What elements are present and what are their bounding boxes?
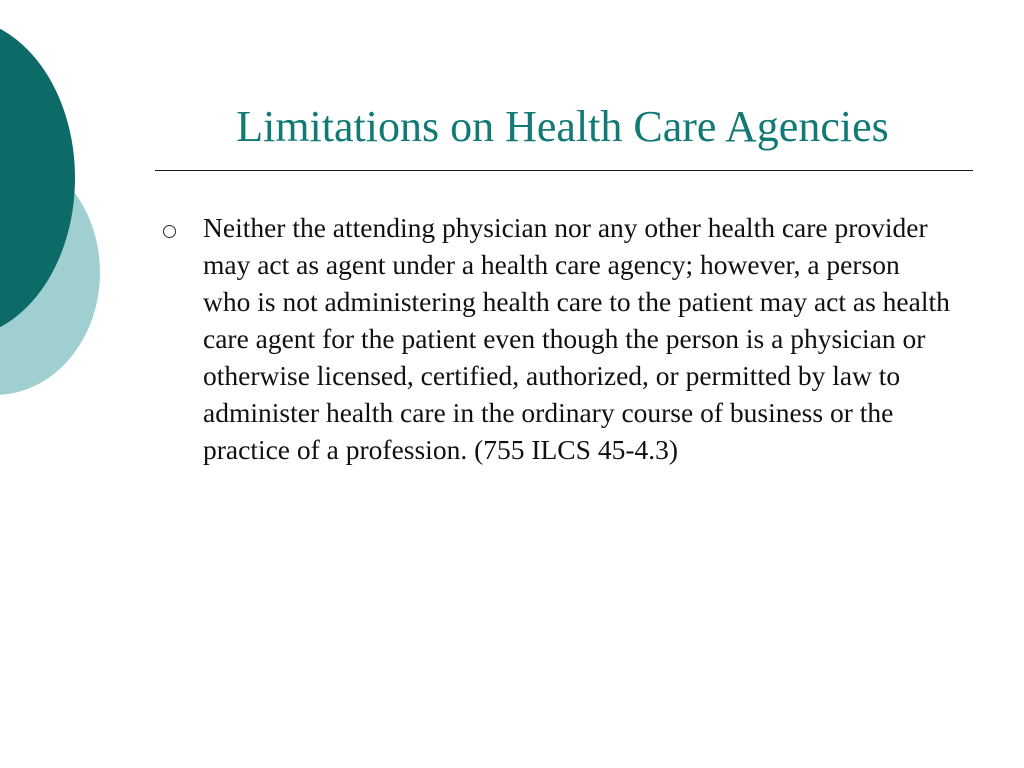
hollow-circle-bullet-icon <box>163 225 176 238</box>
slide-title: Limitations on Health Care Agencies <box>236 102 889 151</box>
title-divider <box>155 170 973 171</box>
bullet-item <box>160 209 950 468</box>
bullet-text: Neither the attending physician nor any other health care provider may act as agent under a health care agency; however, a person who is not administering health care to the patient may act as health care agent for the patient even though the person is a physician or otherwise licensed, certified, authorized, or permitted by law to administer health care in the ordinary course of business or the practice of a profession. (755 ILCS 45-4.3) <box>203 212 950 465</box>
bullet-list <box>160 209 950 468</box>
